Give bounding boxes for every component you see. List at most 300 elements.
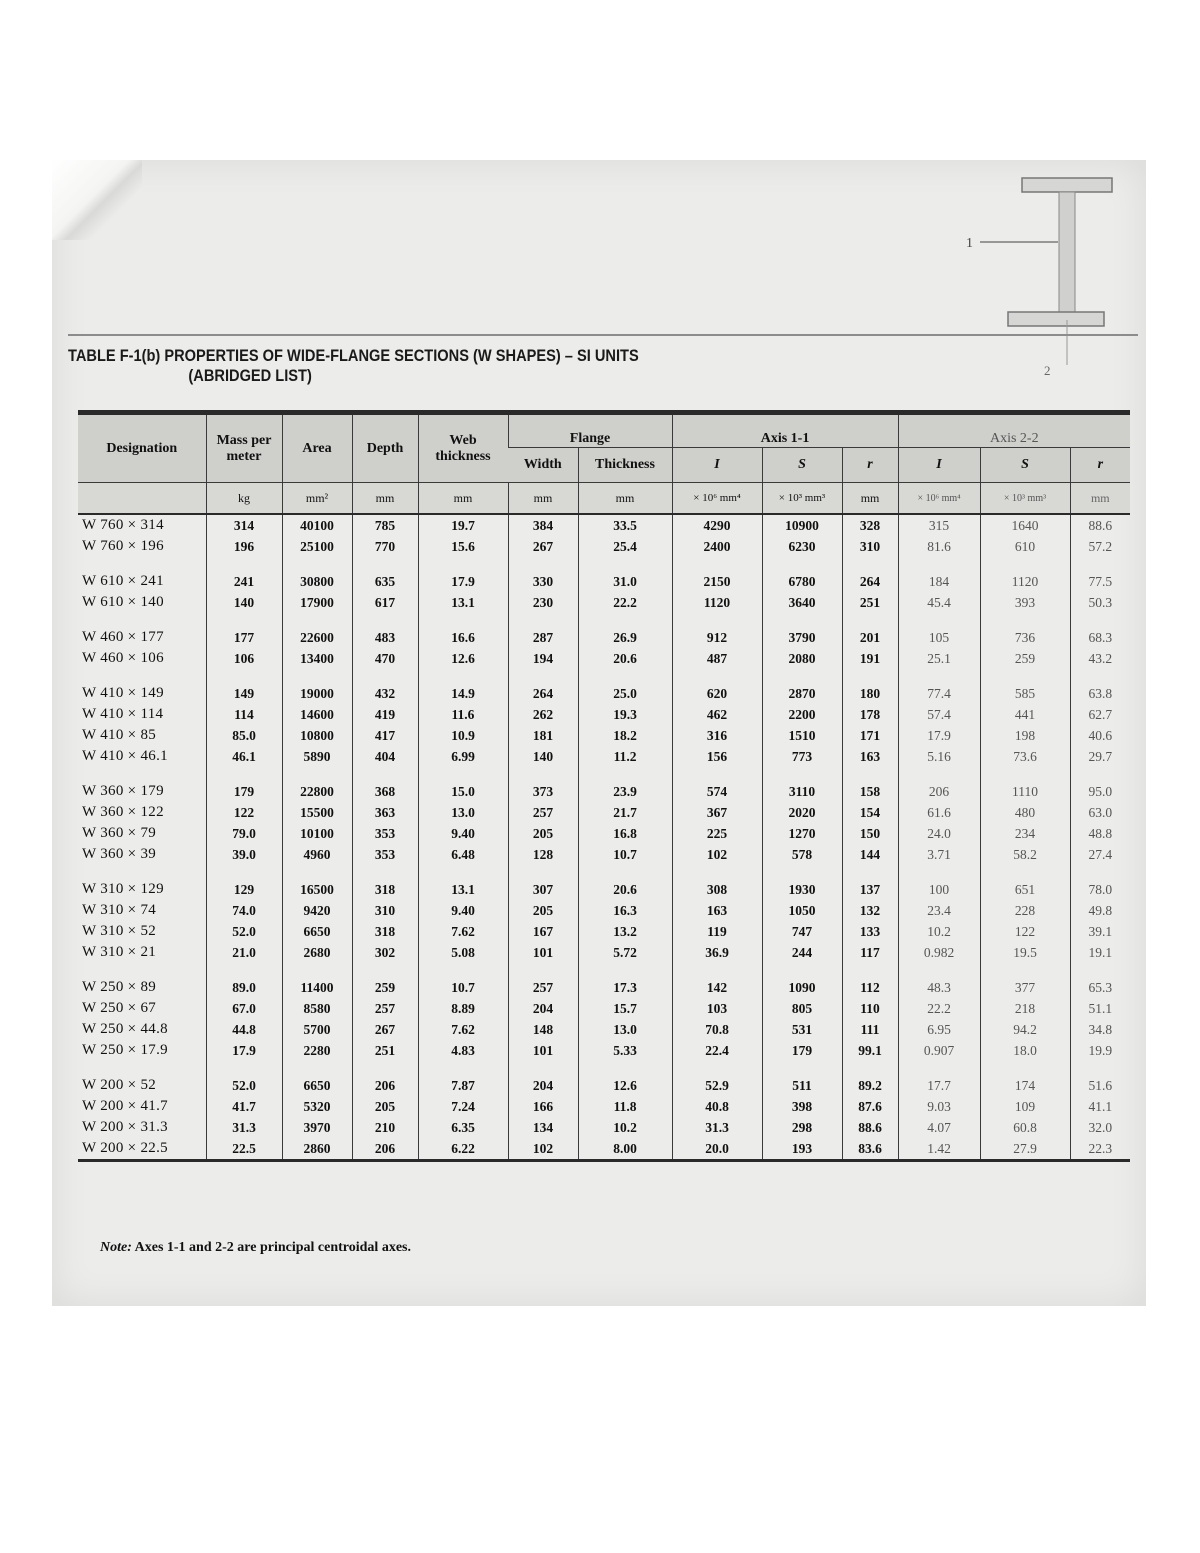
cell-flange-width: 373 <box>508 781 578 802</box>
cell-axis2-r: 19.9 <box>1070 1040 1130 1061</box>
spacer-cell <box>282 669 352 683</box>
spacer-cell <box>842 1061 898 1075</box>
spacer-cell <box>1070 865 1130 879</box>
spacer-cell <box>898 963 980 977</box>
spacer-cell <box>206 613 282 627</box>
spacer-cell <box>206 767 282 781</box>
unit-designation <box>78 483 206 515</box>
spacer-cell <box>762 963 842 977</box>
cell-axis2-I: 22.2 <box>898 998 980 1019</box>
spacer-cell <box>206 963 282 977</box>
cell-axis2-I: 6.95 <box>898 1019 980 1040</box>
cell-web-thickness: 6.22 <box>418 1138 508 1161</box>
cell-web-thickness: 9.40 <box>418 823 508 844</box>
cell-designation: W 250 × 89 <box>82 979 157 995</box>
cell-mass: 114 <box>206 704 282 725</box>
spacer-cell <box>78 557 206 571</box>
spacer-cell <box>1070 1061 1130 1075</box>
cell-designation: W 200 × 41.7 <box>82 1098 168 1114</box>
cell-mass: 179 <box>206 781 282 802</box>
cell-axis2-r: 62.7 <box>1070 704 1130 725</box>
cell-flange-width: 204 <box>508 1075 578 1096</box>
cell-web-thickness: 19.7 <box>418 514 508 536</box>
header-mass: Mass per meter <box>206 413 282 483</box>
group-spacer <box>78 557 1130 571</box>
cell-flange-thickness: 13.0 <box>578 1019 672 1040</box>
web <box>1059 192 1075 312</box>
cell-web-thickness: 4.83 <box>418 1040 508 1061</box>
cell-flange-thickness: 13.2 <box>578 921 672 942</box>
cell-axis2-r: 34.8 <box>1070 1019 1130 1040</box>
spacer-cell <box>282 865 352 879</box>
spacer-cell <box>1070 963 1130 977</box>
cell-axis1-S: 2020 <box>762 802 842 823</box>
spacer-cell <box>78 865 206 879</box>
cell-axis1-I: 119 <box>672 921 762 942</box>
cell-designation: W 410 × 46.1 <box>82 748 168 764</box>
cell-flange-width: 267 <box>508 536 578 557</box>
cell-axis1-S: 805 <box>762 998 842 1019</box>
spacer-cell <box>78 767 206 781</box>
cell-flange-thickness: 16.8 <box>578 823 672 844</box>
cell-flange-width: 307 <box>508 879 578 900</box>
cell-axis1-I: 70.8 <box>672 1019 762 1040</box>
cell-axis1-I: 574 <box>672 781 762 802</box>
cell-axis2-r: 95.0 <box>1070 781 1130 802</box>
cell-axis1-S: 10900 <box>762 514 842 536</box>
cell-axis1-r: 83.6 <box>842 1138 898 1161</box>
cell-axis1-r: 144 <box>842 844 898 865</box>
cell-axis1-S: 244 <box>762 942 842 963</box>
cell-axis1-I: 102 <box>672 844 762 865</box>
cell-axis2-I: 17.9 <box>898 725 980 746</box>
cell-axis2-r: 48.8 <box>1070 823 1130 844</box>
cell-flange-thickness: 31.0 <box>578 571 672 592</box>
cell-axis2-r: 49.8 <box>1070 900 1130 921</box>
cell-flange-width: 262 <box>508 704 578 725</box>
unit-axis2-I: × 10⁶ mm⁴ <box>898 483 980 515</box>
cell-area: 40100 <box>282 514 352 536</box>
spacer-cell <box>842 669 898 683</box>
table-note <box>100 1240 411 1256</box>
header-axis-2-2: Axis 2-2 <box>898 413 1130 448</box>
cell-axis1-I: 225 <box>672 823 762 844</box>
cell-designation: W 250 × 67 <box>82 1000 157 1016</box>
cell-flange-width: 166 <box>508 1096 578 1117</box>
spacer-cell <box>898 613 980 627</box>
spacer-cell <box>352 557 418 571</box>
header-axis2-S: S <box>980 448 1070 483</box>
cell-area: 16500 <box>282 879 352 900</box>
cell-axis2-r: 40.6 <box>1070 725 1130 746</box>
spacer-cell <box>508 1061 578 1075</box>
cell-axis1-r: 110 <box>842 998 898 1019</box>
table-row <box>78 900 1130 921</box>
cell-designation: W 610 × 241 <box>82 573 164 589</box>
cell-axis1-r: 87.6 <box>842 1096 898 1117</box>
cell-axis1-S: 3110 <box>762 781 842 802</box>
cell-axis2-r: 63.8 <box>1070 683 1130 704</box>
cell-axis2-S: 1110 <box>980 781 1070 802</box>
cell-mass: 17.9 <box>206 1040 282 1061</box>
cell-web-thickness: 11.6 <box>418 704 508 725</box>
unit-area: mm² <box>282 483 352 515</box>
cell-area: 11400 <box>282 977 352 998</box>
cell-area: 25100 <box>282 536 352 557</box>
table-row <box>78 536 1130 557</box>
cell-area: 8580 <box>282 998 352 1019</box>
header-axis1-r: r <box>842 448 898 483</box>
cell-depth: 432 <box>352 683 418 704</box>
cell-axis2-S: 651 <box>980 879 1070 900</box>
cell-axis2-I: 184 <box>898 571 980 592</box>
cell-area: 10800 <box>282 725 352 746</box>
cell-flange-thickness: 22.2 <box>578 592 672 613</box>
cell-axis2-S: 27.9 <box>980 1138 1070 1161</box>
cell-axis1-r: 171 <box>842 725 898 746</box>
spacer-cell <box>672 767 762 781</box>
cell-axis2-S: 736 <box>980 627 1070 648</box>
cell-axis1-r: 178 <box>842 704 898 725</box>
cell-axis1-I: 462 <box>672 704 762 725</box>
table-row <box>78 998 1130 1019</box>
cell-mass: 85.0 <box>206 725 282 746</box>
cell-axis1-r: 154 <box>842 802 898 823</box>
cell-axis2-r: 22.3 <box>1070 1138 1130 1161</box>
spacer-cell <box>578 767 672 781</box>
cell-flange-width: 140 <box>508 746 578 767</box>
cell-axis1-I: 31.3 <box>672 1117 762 1138</box>
cell-mass: 79.0 <box>206 823 282 844</box>
cell-mass: 106 <box>206 648 282 669</box>
cell-axis1-S: 773 <box>762 746 842 767</box>
cell-axis2-S: 218 <box>980 998 1070 1019</box>
unit-mass: kg <box>206 483 282 515</box>
cell-web-thickness: 15.6 <box>418 536 508 557</box>
cell-mass: 122 <box>206 802 282 823</box>
cell-web-thickness: 10.7 <box>418 977 508 998</box>
group-spacer <box>78 669 1130 683</box>
cell-axis2-I: 25.1 <box>898 648 980 669</box>
cell-axis1-r: 132 <box>842 900 898 921</box>
cell-axis2-I: 4.07 <box>898 1117 980 1138</box>
cell-flange-width: 205 <box>508 823 578 844</box>
cell-area: 2860 <box>282 1138 352 1161</box>
cell-axis2-S: 1640 <box>980 514 1070 536</box>
table-row <box>78 592 1130 613</box>
cell-flange-width: 264 <box>508 683 578 704</box>
cell-axis2-S: 58.2 <box>980 844 1070 865</box>
spacer-cell <box>672 1061 762 1075</box>
spacer-cell <box>206 557 282 571</box>
cell-area: 2680 <box>282 942 352 963</box>
cell-area: 17900 <box>282 592 352 613</box>
cell-depth: 205 <box>352 1096 418 1117</box>
cell-axis1-r: 88.6 <box>842 1117 898 1138</box>
title-line-1: TABLE F-1(b) PROPERTIES OF WIDE-FLANGE SECTIONS (W SHAPES) – SI UNITS <box>68 346 639 365</box>
cell-flange-thickness: 10.2 <box>578 1117 672 1138</box>
cell-axis1-S: 531 <box>762 1019 842 1040</box>
cell-area: 4960 <box>282 844 352 865</box>
spacer-cell <box>418 767 508 781</box>
cell-mass: 241 <box>206 571 282 592</box>
header-row-1 <box>78 413 1130 448</box>
spacer-cell <box>898 767 980 781</box>
cell-flange-thickness: 11.2 <box>578 746 672 767</box>
cell-designation: W 360 × 122 <box>82 804 164 820</box>
cell-depth: 353 <box>352 844 418 865</box>
table-row <box>78 942 1130 963</box>
cell-axis2-I: 105 <box>898 627 980 648</box>
spacer-cell <box>842 557 898 571</box>
spacer-cell <box>980 865 1070 879</box>
cell-depth: 785 <box>352 514 418 536</box>
cell-axis1-S: 298 <box>762 1117 842 1138</box>
top-flange <box>1022 178 1112 192</box>
cell-web-thickness: 12.6 <box>418 648 508 669</box>
cell-depth: 368 <box>352 781 418 802</box>
spacer-cell <box>1070 557 1130 571</box>
cell-axis1-S: 1050 <box>762 900 842 921</box>
header-depth: Depth <box>352 413 418 483</box>
spacer-cell <box>578 865 672 879</box>
spacer-cell <box>418 669 508 683</box>
spacer-cell <box>508 613 578 627</box>
cell-axis1-I: 2400 <box>672 536 762 557</box>
unit-axis2-r: mm <box>1070 483 1130 515</box>
cell-axis1-I: 40.8 <box>672 1096 762 1117</box>
table-row <box>78 1040 1130 1061</box>
unit-web: mm <box>418 483 508 515</box>
cell-depth: 419 <box>352 704 418 725</box>
spacer-cell <box>980 1061 1070 1075</box>
cell-axis2-S: 122 <box>980 921 1070 942</box>
cell-axis1-r: 89.2 <box>842 1075 898 1096</box>
cell-web-thickness: 6.99 <box>418 746 508 767</box>
spacer-cell <box>1070 613 1130 627</box>
cell-mass: 89.0 <box>206 977 282 998</box>
cell-depth: 470 <box>352 648 418 669</box>
cell-axis2-S: 60.8 <box>980 1117 1070 1138</box>
spacer-cell <box>78 963 206 977</box>
cell-axis2-S: 18.0 <box>980 1040 1070 1061</box>
cell-axis2-r: 63.0 <box>1070 802 1130 823</box>
spacer-cell <box>508 767 578 781</box>
spacer-cell <box>762 1061 842 1075</box>
cell-axis2-S: 585 <box>980 683 1070 704</box>
cell-designation: W 250 × 17.9 <box>82 1042 168 1058</box>
spacer-cell <box>206 1061 282 1075</box>
unit-thickness: mm <box>578 483 672 515</box>
cell-web-thickness: 15.0 <box>418 781 508 802</box>
group-spacer <box>78 865 1130 879</box>
header-area: Area <box>282 413 352 483</box>
table-row <box>78 879 1130 900</box>
cell-flange-thickness: 26.9 <box>578 627 672 648</box>
cell-axis2-S: 109 <box>980 1096 1070 1117</box>
cell-flange-thickness: 17.3 <box>578 977 672 998</box>
table-row <box>78 844 1130 865</box>
cell-axis2-I: 45.4 <box>898 592 980 613</box>
spacer-cell <box>898 1061 980 1075</box>
cell-axis2-r: 78.0 <box>1070 879 1130 900</box>
cell-web-thickness: 6.48 <box>418 844 508 865</box>
cell-axis2-r: 68.3 <box>1070 627 1130 648</box>
cell-web-thickness: 13.1 <box>418 879 508 900</box>
spacer-cell <box>418 613 508 627</box>
cell-area: 9420 <box>282 900 352 921</box>
spacer-cell <box>898 865 980 879</box>
cell-area: 6650 <box>282 1075 352 1096</box>
cell-designation: W 200 × 52 <box>82 1077 157 1093</box>
cell-axis1-r: 99.1 <box>842 1040 898 1061</box>
cell-designation: W 200 × 31.3 <box>82 1119 168 1135</box>
spacer-cell <box>578 669 672 683</box>
cell-axis1-r: 180 <box>842 683 898 704</box>
cell-axis2-I: 17.7 <box>898 1075 980 1096</box>
cell-depth: 267 <box>352 1019 418 1040</box>
cell-flange-thickness: 19.3 <box>578 704 672 725</box>
spacer-cell <box>980 557 1070 571</box>
cell-designation: W 250 × 44.8 <box>82 1021 168 1037</box>
unit-axis1-S: × 10³ mm³ <box>762 483 842 515</box>
cell-axis2-S: 228 <box>980 900 1070 921</box>
cell-flange-width: 230 <box>508 592 578 613</box>
cell-flange-width: 287 <box>508 627 578 648</box>
cell-axis1-r: 137 <box>842 879 898 900</box>
unit-axis1-r: mm <box>842 483 898 515</box>
spacer-cell <box>78 613 206 627</box>
cell-flange-width: 257 <box>508 802 578 823</box>
cell-axis2-S: 94.2 <box>980 1019 1070 1040</box>
cell-axis1-I: 487 <box>672 648 762 669</box>
table-row <box>78 1075 1130 1096</box>
cell-axis2-r: 88.6 <box>1070 514 1130 536</box>
cell-axis2-I: 9.03 <box>898 1096 980 1117</box>
cell-flange-width: 257 <box>508 977 578 998</box>
cell-flange-width: 194 <box>508 648 578 669</box>
cell-web-thickness: 8.89 <box>418 998 508 1019</box>
cell-flange-width: 205 <box>508 900 578 921</box>
cell-mass: 74.0 <box>206 900 282 921</box>
header-axis2-r: r <box>1070 448 1130 483</box>
table-row <box>78 1117 1130 1138</box>
cell-mass: 149 <box>206 683 282 704</box>
spacer-cell <box>762 865 842 879</box>
cell-flange-thickness: 20.6 <box>578 648 672 669</box>
cell-axis1-r: 158 <box>842 781 898 802</box>
spacer-cell <box>762 557 842 571</box>
cell-axis2-S: 73.6 <box>980 746 1070 767</box>
cell-axis1-r: 201 <box>842 627 898 648</box>
spacer-cell <box>282 767 352 781</box>
spacer-cell <box>352 767 418 781</box>
cell-axis2-S: 198 <box>980 725 1070 746</box>
cell-axis2-I: 23.4 <box>898 900 980 921</box>
table-row <box>78 725 1130 746</box>
spacer-cell <box>352 669 418 683</box>
cell-axis2-I: 57.4 <box>898 704 980 725</box>
cell-web-thickness: 7.24 <box>418 1096 508 1117</box>
cell-axis2-I: 24.0 <box>898 823 980 844</box>
cell-web-thickness: 14.9 <box>418 683 508 704</box>
spacer-cell <box>578 963 672 977</box>
cell-axis1-S: 2080 <box>762 648 842 669</box>
spacer-cell <box>842 613 898 627</box>
spacer-cell <box>1070 767 1130 781</box>
cell-axis2-I: 10.2 <box>898 921 980 942</box>
spacer-cell <box>672 669 762 683</box>
cell-axis2-r: 77.5 <box>1070 571 1130 592</box>
cell-designation: W 360 × 39 <box>82 846 157 862</box>
cell-axis1-S: 1090 <box>762 977 842 998</box>
spacer-cell <box>206 865 282 879</box>
axis-1-label: 1 <box>966 236 973 251</box>
cell-axis2-I: 0.907 <box>898 1040 980 1061</box>
spacer-cell <box>352 963 418 977</box>
cell-designation: W 310 × 129 <box>82 881 164 897</box>
table-row <box>78 921 1130 942</box>
title-line-2: (ABRIDGED LIST) <box>188 366 312 385</box>
cell-axis1-r: 251 <box>842 592 898 613</box>
cell-axis2-S: 480 <box>980 802 1070 823</box>
cell-designation: W 610 × 140 <box>82 594 164 610</box>
page-fold-corner <box>52 160 142 240</box>
spacer-cell <box>418 963 508 977</box>
cell-area: 2280 <box>282 1040 352 1061</box>
cell-axis1-S: 578 <box>762 844 842 865</box>
spacer-cell <box>762 613 842 627</box>
cell-depth: 318 <box>352 879 418 900</box>
table-row <box>78 802 1130 823</box>
cell-area: 14600 <box>282 704 352 725</box>
spacer-cell <box>898 669 980 683</box>
cell-area: 10100 <box>282 823 352 844</box>
cell-depth: 251 <box>352 1040 418 1061</box>
group-spacer <box>78 1061 1130 1075</box>
cell-flange-thickness: 33.5 <box>578 514 672 536</box>
cell-area: 6650 <box>282 921 352 942</box>
cell-depth: 353 <box>352 823 418 844</box>
cell-depth: 302 <box>352 942 418 963</box>
cell-mass: 52.0 <box>206 1075 282 1096</box>
cell-area: 5890 <box>282 746 352 767</box>
cell-axis1-I: 367 <box>672 802 762 823</box>
table-row <box>78 1019 1130 1040</box>
spacer-cell <box>418 865 508 879</box>
cell-mass: 52.0 <box>206 921 282 942</box>
cell-mass: 41.7 <box>206 1096 282 1117</box>
cell-area: 22600 <box>282 627 352 648</box>
spacer-cell <box>578 613 672 627</box>
spacer-cell <box>352 1061 418 1075</box>
spacer-cell <box>282 1061 352 1075</box>
spacer-cell <box>842 865 898 879</box>
spacer-cell <box>672 557 762 571</box>
cell-mass: 46.1 <box>206 746 282 767</box>
cell-web-thickness: 5.08 <box>418 942 508 963</box>
spacer-cell <box>980 669 1070 683</box>
cell-axis2-r: 39.1 <box>1070 921 1130 942</box>
cell-axis2-r: 50.3 <box>1070 592 1130 613</box>
spacer-cell <box>508 963 578 977</box>
cell-depth: 210 <box>352 1117 418 1138</box>
cell-axis2-S: 259 <box>980 648 1070 669</box>
cell-web-thickness: 16.6 <box>418 627 508 648</box>
cell-axis1-S: 6780 <box>762 571 842 592</box>
table-row <box>78 823 1130 844</box>
cell-flange-width: 167 <box>508 921 578 942</box>
